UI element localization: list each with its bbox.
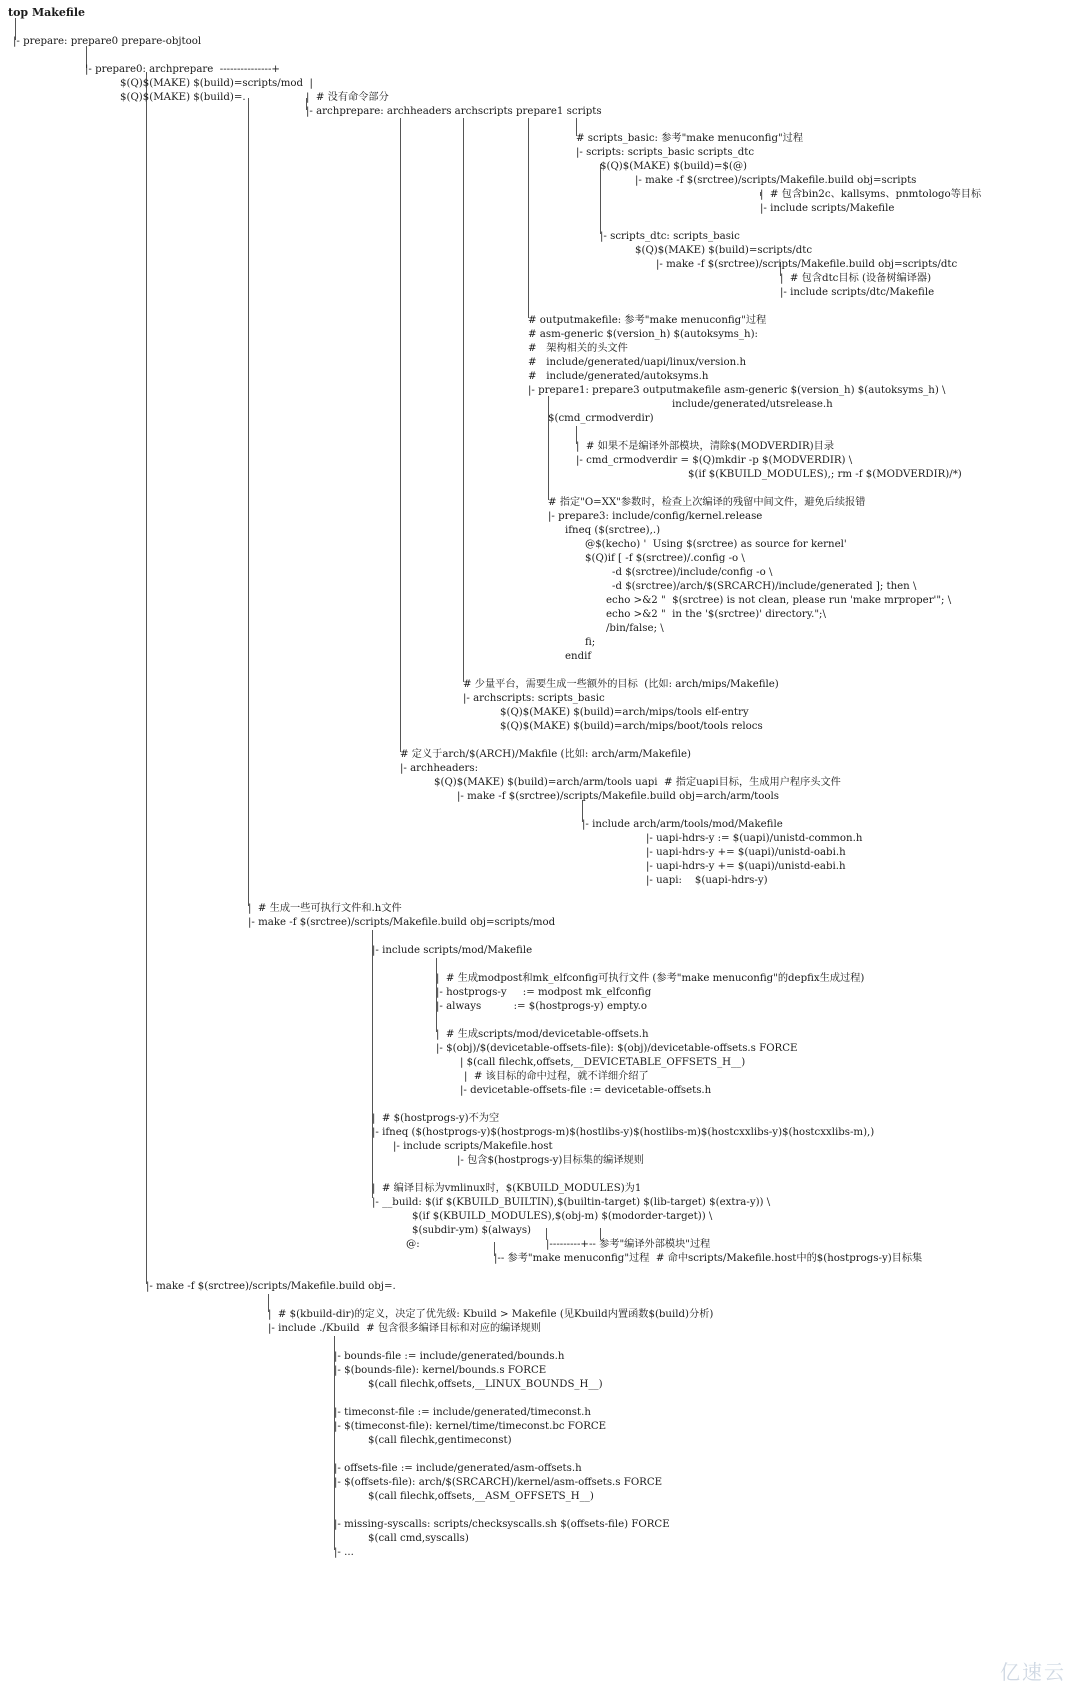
tree-line: $(Q)$(MAKE) $(build)=arch/mips/tools elf-entry (500, 707, 749, 718)
tree-line: | $(call filechk,offsets,__DEVICETABLE_OFFSETS_H__) (460, 1057, 746, 1068)
tree-line: |-- 参考"make menuconfig"过程 # 命中scripts/Makefile.host中的$(hostprogs-y)目标集 (494, 1253, 923, 1264)
tree-line: |- 包含$(hostprogs-y)目标集的编译规则 (457, 1155, 644, 1166)
tree-line: |- __build: $(if $(KBUILD_BUILTIN),$(builtin-target) $(lib-target) $(extra-y)) \ (372, 1197, 771, 1208)
tree-connector-bar (528, 118, 529, 318)
tree-line: $(Q)$(MAKE) $(build)=scripts/mod | (120, 78, 313, 89)
tree-line: -d $(srctree)/include/config -o \ (612, 567, 773, 578)
tree-line: /bin/false; \ (606, 623, 664, 634)
tree-line: $(Q)$(MAKE) $(build)=scripts/dtc (635, 245, 813, 256)
tree-line: # 定义于arch/$(ARCH)/Makfile (比如: arch/arm/Makefile) (400, 749, 692, 760)
tree-line: |- include arch/arm/tools/mod/Makefile (582, 819, 783, 830)
tree-line: # scripts_basic: 参考"make menuconfig"过程 (576, 133, 804, 144)
tree-line: -d $(srctree)/arch/$(SRCARCH)/include/generated ]; then \ (612, 581, 917, 592)
tree-line: |- cmd_crmodverdir = $(Q)mkdir -p $(MODVERDIR) \ (576, 455, 853, 466)
tree-line: |- prepare1: prepare3 outputmakefile asm-generic $(version_h) $(autoksyms_h) \ (528, 385, 946, 396)
tree-line: |- archprepare: archheaders archscripts prepare1 scripts (306, 106, 602, 117)
tree-connector-bar (248, 98, 249, 906)
tree-line: $(call cmd,syscalls) (368, 1533, 469, 1544)
tree-line: |- devicetable-offsets-file := devicetable-offsets.h (460, 1085, 712, 1096)
tree-line: $(subdir-ym) $(always) (412, 1225, 532, 1236)
tree-line: |- hostprogs-y := modpost mk_elfconfig (436, 987, 652, 998)
tree-line: |- uapi-hdrs-y := $(uapi)/unistd-common.h (646, 833, 863, 844)
tree-line: |- include scripts/Makefile.host (393, 1141, 553, 1152)
tree-line: |- prepare3: include/config/kernel.release (548, 511, 763, 522)
tree-connector-bar (372, 930, 373, 1198)
tree-line: |- $(offsets-file): arch/$(SRCARCH)/kernel/asm-offsets.s FORCE (334, 1477, 663, 1488)
tree-line: |- archheaders: (400, 763, 479, 774)
tree-line: | # 没有命令部分 (306, 92, 389, 103)
tree-line: ifneq ($(srctree),.) (565, 525, 661, 536)
tree-line: $(call filechk,offsets,__ASM_OFFSETS_H__) (368, 1491, 594, 1502)
tree-line: |- make -f $(srctree)/scripts/Makefile.build obj=scripts/mod (248, 917, 556, 928)
tree-line: |- make -f $(srctree)/scripts/Makefile.build obj=. (146, 1281, 396, 1292)
tree-line: |- ifneq ($(hostprogs-y)$(hostprogs-m)$(hostlibs-y)$(hostlibs-m)$(hostcxxlibs-y)$(hostcxxlibs-m),) (372, 1127, 875, 1138)
tree-line: | # 该目标的命中过程，就不详细介绍了 (464, 1071, 649, 1082)
tree-line: # 少量平台，需要生成一些额外的目标 (比如: arch/mips/Makefile) (463, 679, 779, 690)
tree-line: |- uapi-hdrs-y += $(uapi)/unistd-eabi.h (646, 861, 846, 872)
tree-line: echo >&2 " $(srctree) is not clean, please run 'make mrproper'"; \ (606, 595, 952, 606)
tree-line: |- $(bounds-file): kernel/bounds.s FORCE (334, 1365, 547, 1376)
tree-connector-bar (146, 72, 147, 1284)
tree-connector-bar (400, 118, 401, 752)
tree-line: |- scripts_dtc: scripts_basic (600, 231, 740, 242)
tree-connector-bar (463, 118, 464, 682)
tree-line: $(Q)$(MAKE) $(build)=. (120, 92, 246, 103)
tree-line: |- always := $(hostprogs-y) empty.o (436, 1001, 648, 1012)
root-label: top Makefile (8, 6, 86, 19)
tree-line: |- ... (334, 1547, 354, 1558)
tree-line: @$(kecho) ' Using $(srctree) as source for kernel' (585, 539, 847, 550)
tree-line: | # 编译目标为vmlinux时，$(KBUILD_MODULES)为1 (372, 1183, 642, 1194)
tree-line: |- uapi-hdrs-y += $(uapi)/unistd-oabi.h (646, 847, 846, 858)
tree-line: |- make -f $(srctree)/scripts/Makefile.build obj=scripts/dtc (656, 259, 958, 270)
tree-line: $(cmd_crmodverdir) (548, 413, 654, 424)
tree-line: # outputmakefile: 参考"make menuconfig"过程 (528, 315, 767, 326)
tree-line: |- $(timeconst-file): kernel/time/timeconst.bc FORCE (334, 1421, 607, 1432)
tree-line: # include/generated/autoksyms.h (528, 371, 709, 382)
tree-line: |- make -f $(srctree)/scripts/Makefile.build obj=scripts (635, 175, 917, 186)
tree-line: |- prepare0: archprepare ---------------+ (85, 64, 280, 75)
tree-line: |- make -f $(srctree)/scripts/Makefile.build obj=arch/arm/tools (457, 791, 780, 802)
tree-line: |- include scripts/Makefile (760, 203, 895, 214)
tree-line: |- bounds-file := include/generated/bounds.h (334, 1351, 565, 1362)
tree-line: | # 包含bin2c、kallsyms、pnmtologo等目标 (760, 189, 982, 200)
watermark-logo: 亿速云 (1000, 1660, 1066, 1684)
tree-line: |- missing-syscalls: scripts/checksyscalls.sh $(offsets-file) FORCE (334, 1519, 670, 1530)
tree-line: | # $(kbuild-dir)的定义，决定了优先级: Kbuild > Makefile (见Kbuild内置函数$(build)分析) (268, 1309, 714, 1320)
tree-line: # 指定"O=XX"参数时，检查上次编译的残留中间文件，避免后续报错 (548, 497, 866, 508)
tree-line: $(Q)$(MAKE) $(build)=$(@) (600, 161, 747, 172)
tree-line: fi; (585, 637, 596, 648)
tree-line: |- offsets-file := include/generated/asm-offsets.h (334, 1463, 582, 1474)
tree-line: | # 生成modpost和mk_elfconfig可执行文件 (参考"make menuconfig"的depfix生成过程) (436, 973, 865, 984)
tree-line: |- $(obj)/$(devicetable-offsets-file): $(obj)/devicetable-offsets.s FORCE (436, 1043, 798, 1054)
tree-line: |- uapi: $(uapi-hdrs-y) (646, 875, 768, 886)
tree-line: |- scripts: scripts_basic scripts_dtc (576, 147, 755, 158)
tree-line: @: (406, 1239, 420, 1250)
tree-connector-bar (600, 164, 601, 234)
tree-line: |- timeconst-file := include/generated/timeconst.h (334, 1407, 591, 1418)
tree-line: |- archscripts: scripts_basic (463, 693, 605, 704)
tree-line: # include/generated/uapi/linux/version.h (528, 357, 747, 368)
tree-line: endif (565, 651, 592, 662)
tree-line: |- prepare: prepare0 prepare-objtool (13, 36, 202, 47)
tree-line: |---------+-- 参考"编译外部模块"过程 (546, 1239, 711, 1250)
tree-line: # asm-generic $(version_h) $(autoksyms_h): (528, 329, 758, 340)
tree-line: | # 包含dtc目标 (设备树编译器) (780, 273, 932, 284)
tree-line: $(if $(KBUILD_MODULES),; rm -f $(MODVERDIR)/*) (688, 469, 962, 480)
tree-line: $(Q)$(MAKE) $(build)=arch/mips/boot/tools relocs (500, 721, 763, 732)
tree-line: |- include ./Kbuild # 包含很多编译目标和对应的编译规则 (268, 1323, 541, 1334)
tree-line: # 架构相关的头文件 (528, 343, 628, 354)
tree-line: include/generated/utsrelease.h (672, 399, 833, 410)
tree-line: | # $(hostprogs-y)不为空 (372, 1113, 500, 1124)
tree-line: $(Q)$(MAKE) $(build)=arch/arm/tools uapi # 指定uapi目标，生成用户程序头文件 (434, 777, 841, 788)
tree-line: $(call filechk,offsets,__LINUX_BOUNDS_H__) (368, 1379, 603, 1390)
tree-line: $(call filechk,gentimeconst) (368, 1435, 512, 1446)
tree-line: echo >&2 " in the '$(srctree)' directory.";\ (606, 609, 826, 620)
tree-line: $(Q)if [ -f $(srctree)/.config -o \ (585, 553, 745, 564)
tree-line: | # 生成scripts/mod/devicetable-offsets.h (436, 1029, 649, 1040)
tree-line: | # 如果不是编译外部模块，清除$(MODVERDIR)目录 (576, 441, 835, 452)
tree-line: |- include scripts/dtc/Makefile (780, 287, 935, 298)
tree-line: | # 生成一些可执行文件和.h文件 (248, 903, 402, 914)
tree-line: $(if $(KBUILD_MODULES),$(obj-m) $(modorder-target)) \ (412, 1211, 713, 1222)
tree-line: |- include scripts/mod/Makefile (372, 945, 533, 956)
